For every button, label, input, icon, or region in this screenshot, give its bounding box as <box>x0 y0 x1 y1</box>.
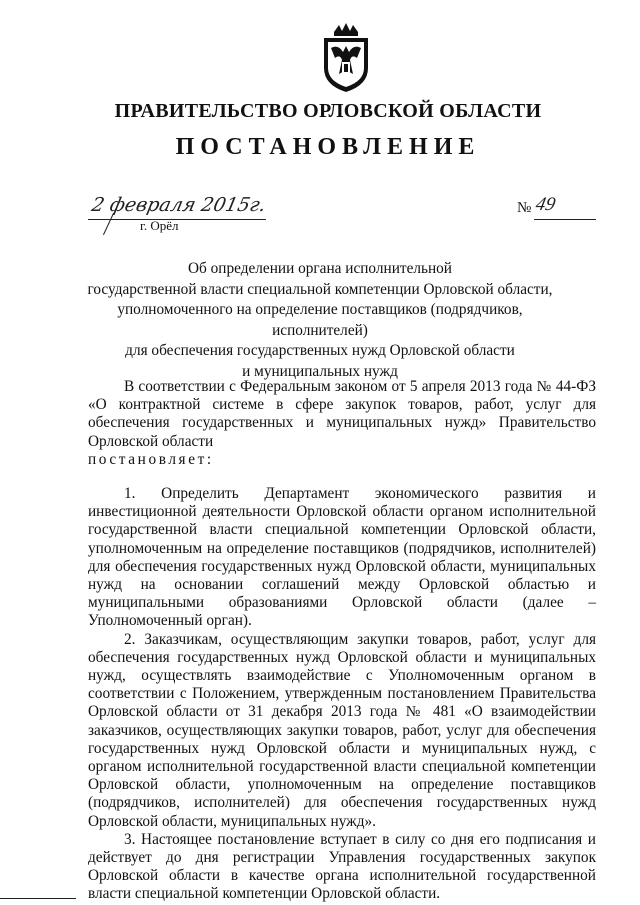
title-line: Об определении органа исполнительной <box>188 260 452 277</box>
document-type-heading: ПОСТАНОВЛЕНИЕ <box>175 134 481 160</box>
government-name: ПРАВИТЕЛЬСТВО ОРЛОВСКОЙ ОБЛАСТИ <box>114 100 542 122</box>
number-label: № <box>517 200 532 216</box>
paragraph-2: 2. Заказчикам, осуществляющим закупки товаров, работ, услуг для обеспечения государственных нужд Орловской области и муниципальных нужд, осуществлять взаимодействие с Уполномоченным органом в соответствии с Положением, утвержденным постановлением Правительства Орловской области от 31 декабря 2013 года № 481 «О взаимодействии заказчиков, осуществляющих закупки товаров, работ, услуг для обеспечения государственных нужд Орловской области и муниципальных нужд, с органом исполнительной государственной власти специальной компетенции Орловской области, уполномоченным на определение поставщиков (подрядчиков, исполнителей) для обеспечения государственных нужд Орловской области, муниципальных нужд». <box>88 630 596 830</box>
city-label: г. Орёл <box>140 218 179 233</box>
coat-of-arms-emblem <box>317 22 375 94</box>
handwritten-number: 49 <box>533 194 558 215</box>
date-slash-mark <box>103 213 114 235</box>
title-line: для обеспечения государственных нужд Орловской области <box>125 342 515 359</box>
title-line: и муниципальных нужд <box>242 362 398 380</box>
title-line: государственной власти специальной компетенции Орловской области, <box>87 280 553 298</box>
decree-word: постановляет: <box>88 450 214 468</box>
title-line: уполномоченного на определение поставщиков (подрядчиков, исполнителей) <box>117 301 523 339</box>
number-underline <box>534 219 596 220</box>
document-body <box>88 378 596 904</box>
document-title <box>80 259 560 382</box>
paragraph-1: 1. Определить Департамент экономического развития и инвестиционной деятельности Орловской области органом исполнительной государственной власти специальной компетенции Орловской области, уполномоченным на определение поставщиков (подрядчиков, исполнителей) для обеспечения государственных нужд Орловской области, муниципальных нужд на основании соглашений между Орловской областью и муниципальными образованиями Орловской области (далее – Уполномоченный орган). <box>88 485 596 630</box>
footnote-divider <box>0 898 76 899</box>
preamble-paragraph: В соответствии с Федеральным законом от 5 апреля 2013 года № 44-ФЗ «О контрактной системе в сфере закупок товаров, работ, услуг для обеспечения государственных и муниципальных нужд» Правительство Орловской области <box>88 378 596 450</box>
handwritten-date: 2 февраля 2015г. <box>89 194 268 216</box>
paragraph-3: 3. Настоящее постановление вступает в силу со дня его подписания и действует до дня регистрации Управления государственных закупок Орловской области в качестве органа исполнительной государственной власти специальной компетенции Орловской области. <box>88 830 596 903</box>
